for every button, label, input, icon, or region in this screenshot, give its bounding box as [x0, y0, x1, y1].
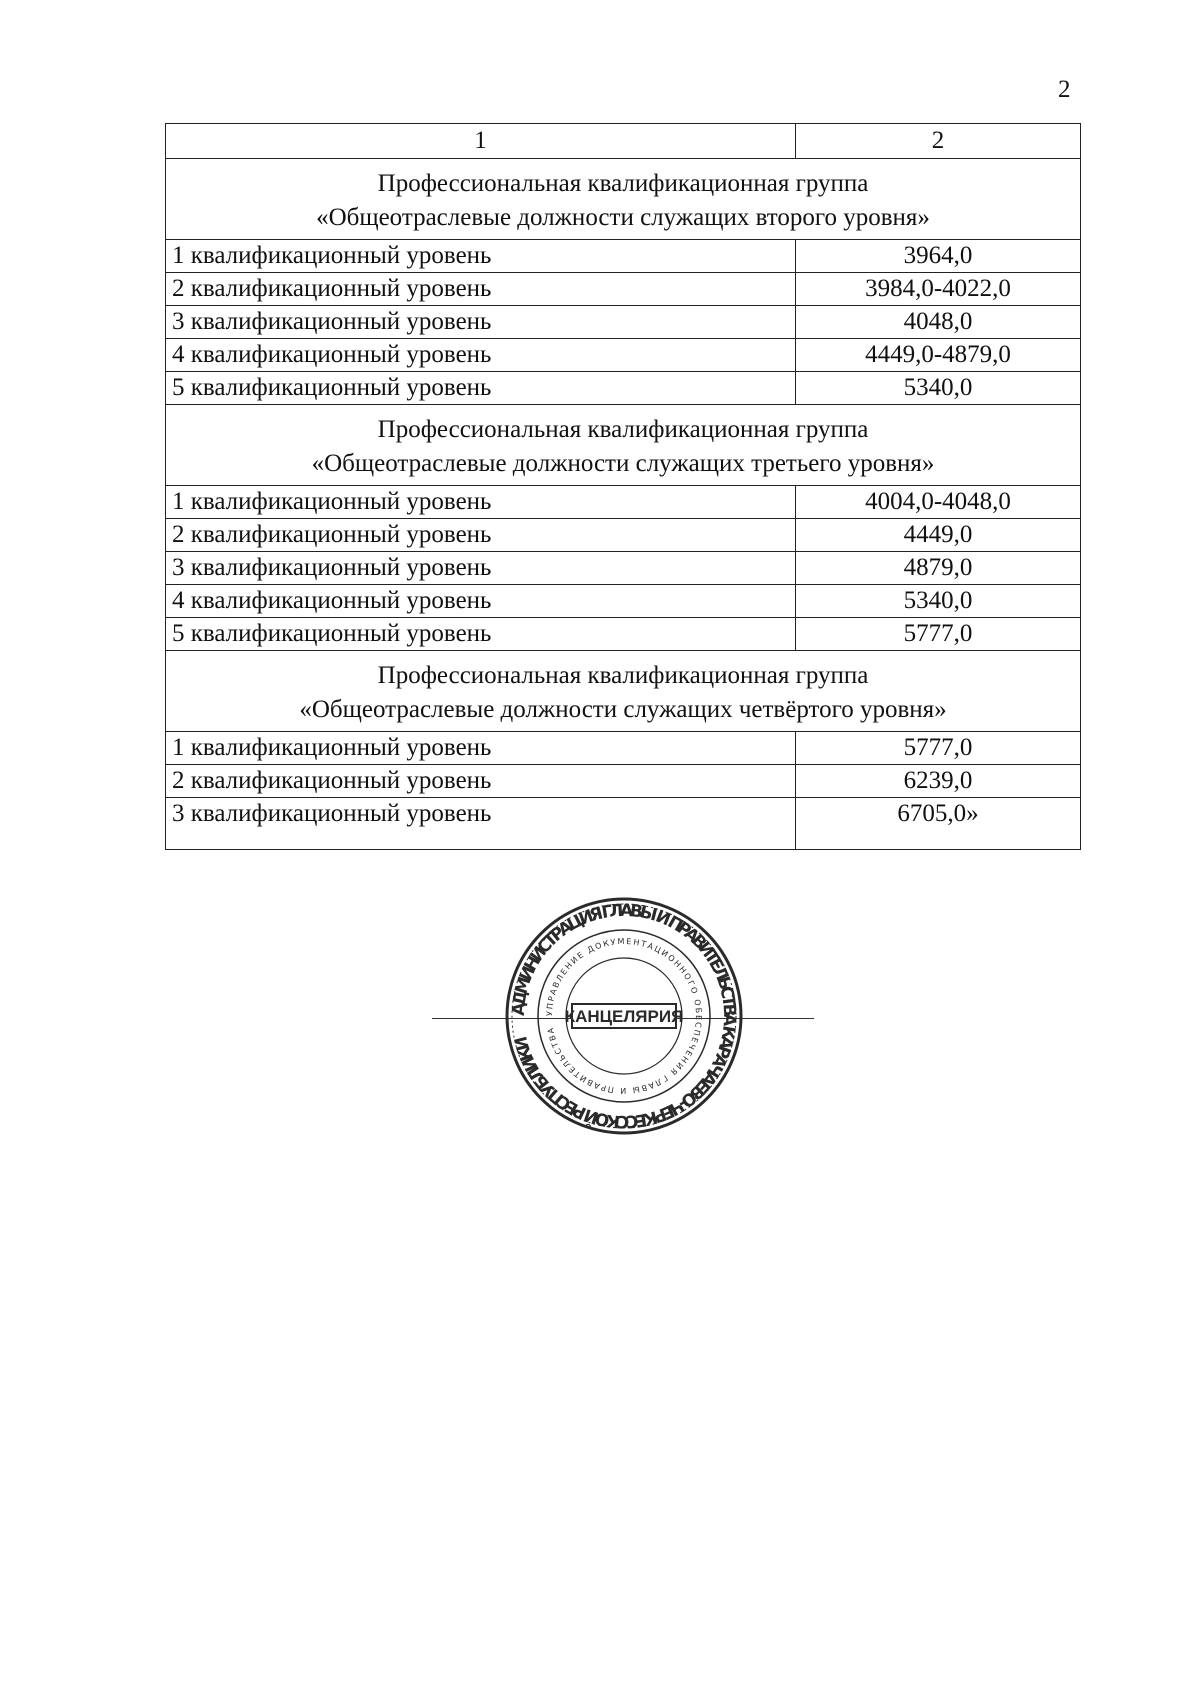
- level-cell: 2 квалификационный уровень: [166, 765, 796, 798]
- official-seal: [504, 896, 744, 1136]
- group-title-line1: Профессиональная квалификационная группа: [377, 416, 869, 443]
- table-row: [166, 486, 1081, 519]
- table-row: [166, 372, 1081, 405]
- group-title: [166, 159, 1081, 240]
- table-row: [166, 585, 1081, 618]
- value-cell: 6239,0: [796, 765, 1081, 798]
- table-row: [166, 339, 1081, 372]
- seal-center-text: КАНЦЕЛЯРИЯ: [564, 1007, 684, 1026]
- seal-inner-text: УПРАВЛЕНИЕ ДОКУМЕНТАЦИОННОГО ОБЕСПЕЧЕНИЯ ГЛАВЫ И ПРАВИТЕЛЬСТВА: [544, 936, 704, 1096]
- level-cell: 2 квалификационный уровень: [166, 519, 796, 552]
- level-cell: 4 квалификационный уровень: [166, 585, 796, 618]
- value-cell: 3964,0: [796, 240, 1081, 273]
- level-cell: 1 квалификационный уровень: [166, 240, 796, 273]
- group-title-line2: «Общеотраслевые должности служащих третьего уровня»: [311, 450, 935, 477]
- value-cell: 5777,0: [796, 618, 1081, 651]
- column-header-2: 2: [796, 124, 1081, 159]
- table-row: [166, 798, 1081, 850]
- group-title: [166, 651, 1081, 732]
- table-row: [166, 306, 1081, 339]
- level-cell: 1 квалификационный уровень: [166, 732, 796, 765]
- level-cell: 5 квалификационный уровень: [166, 372, 796, 405]
- value-cell: 3984,0-4022,0: [796, 273, 1081, 306]
- value-cell: 4048,0: [796, 306, 1081, 339]
- group-header-row: [166, 651, 1081, 732]
- level-cell: 3 квалификационный уровень: [166, 306, 796, 339]
- level-cell: 3 квалификационный уровень: [166, 552, 796, 585]
- page-number: 2: [1058, 76, 1071, 103]
- group-title-line2: «Общеотраслевые должности служащих четвёртого уровня»: [299, 696, 947, 723]
- value-cell: 4449,0-4879,0: [796, 339, 1081, 372]
- salary-table: [165, 123, 1081, 850]
- group-title-line1: Профессиональная квалификационная группа: [377, 662, 869, 689]
- level-cell: 5 квалификационный уровень: [166, 618, 796, 651]
- level-cell: 1 квалификационный уровень: [166, 486, 796, 519]
- group-title-line2: «Общеотраслевые должности служащих второго уровня»: [316, 204, 930, 231]
- table-row: [166, 765, 1081, 798]
- group-title: [166, 405, 1081, 486]
- value-cell: 4449,0: [796, 519, 1081, 552]
- table-row: [166, 240, 1081, 273]
- value-cell: 4879,0: [796, 552, 1081, 585]
- table-row: [166, 618, 1081, 651]
- level-cell: 2 квалификационный уровень: [166, 273, 796, 306]
- level-cell: 4 квалификационный уровень: [166, 339, 796, 372]
- group-header-row: [166, 405, 1081, 486]
- value-cell: 6705,0»: [796, 798, 1081, 850]
- seal-outer-text: АДМИНИСТРАЦИЯ ГЛАВЫ И ПРАВИТЕЛЬСТВА КАРАЧАЕВО-ЧЕРКЕССКОЙ РЕСПУБЛИКИ: [508, 900, 740, 1132]
- value-cell: 5777,0: [796, 732, 1081, 765]
- column-header-1: 1: [166, 124, 796, 159]
- value-cell: 5340,0: [796, 372, 1081, 405]
- table-header-row: [166, 124, 1081, 159]
- table-row: [166, 732, 1081, 765]
- table-row: [166, 273, 1081, 306]
- group-header-row: [166, 159, 1081, 240]
- value-cell: 5340,0: [796, 585, 1081, 618]
- level-cell: 3 квалификационный уровень: [166, 798, 796, 850]
- table-row: [166, 519, 1081, 552]
- group-title-line1: Профессиональная квалификационная группа: [377, 170, 869, 197]
- table-row: [166, 552, 1081, 585]
- value-cell: 4004,0-4048,0: [796, 486, 1081, 519]
